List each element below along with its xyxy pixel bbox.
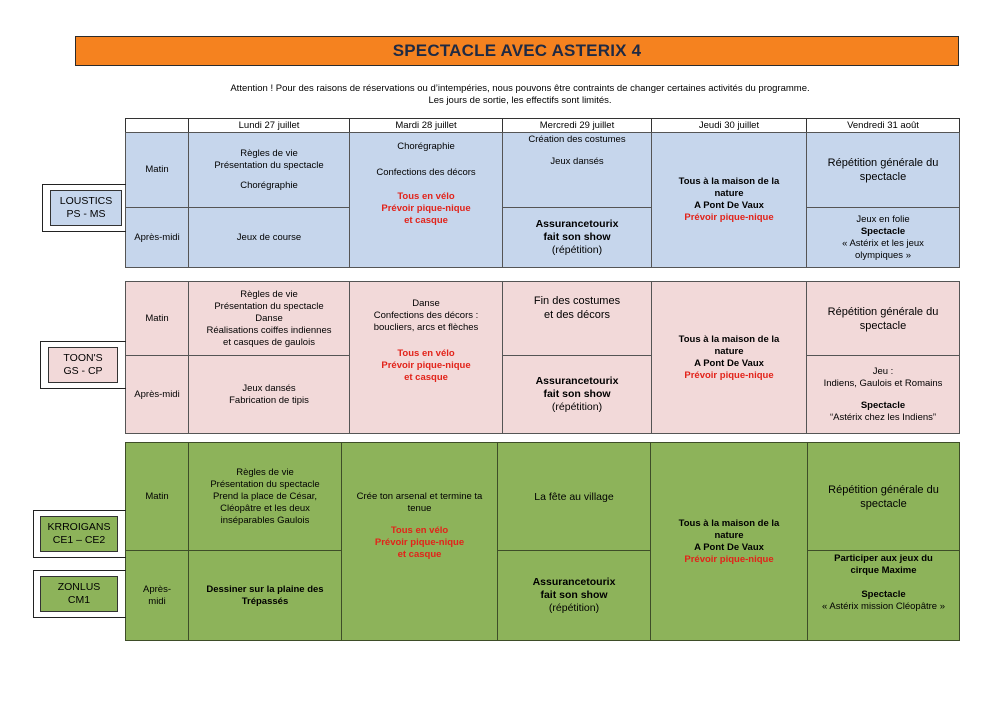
- activity: spectacle: [859, 319, 907, 332]
- cell-wed-morning: [503, 133, 652, 208]
- group-label-frame: [42, 184, 126, 232]
- activity: olympiques »: [855, 249, 911, 261]
- activity: Jeux dansés: [550, 156, 604, 167]
- notice-line-2: Les jours de sortie, les effectifs sont limités.: [428, 95, 612, 106]
- activity: Présentation du spectacle: [214, 300, 324, 312]
- activity: Répétition générale du: [827, 305, 939, 318]
- group-name: TOON'S: [63, 352, 103, 364]
- cell-tue: [342, 443, 498, 641]
- activity: Tous à la maison de la: [678, 517, 780, 529]
- bike-trip-note: Tous en vélo: [397, 191, 455, 202]
- loustics-schedule: [125, 132, 960, 268]
- group-level: CE1 – CE2: [52, 534, 106, 546]
- day-thursday: Jeudi 30 juillet: [652, 119, 807, 134]
- group-level: CM1: [67, 594, 91, 606]
- activity: nature: [714, 345, 744, 357]
- activity: Assurancetourix: [535, 218, 619, 230]
- activity: Jeux en folie: [856, 213, 910, 225]
- activity: et des décors: [543, 309, 611, 321]
- cell-tue: [350, 282, 503, 434]
- activity: boucliers, arcs et flèches: [373, 322, 479, 333]
- period-afternoon-part1: Après-: [143, 583, 171, 595]
- group-label-frame: [33, 510, 126, 558]
- activity: Indiens, Gaulois et Romains: [823, 377, 943, 389]
- activity: fait son show: [543, 388, 611, 400]
- picnic-note: Prévoir pique-nique: [381, 360, 471, 371]
- activity: Création des costumes: [528, 134, 626, 145]
- cell-fri-morning: [807, 133, 960, 208]
- activity: Présentation du spectacle: [210, 478, 320, 490]
- cell-thu: [652, 282, 807, 434]
- cell-wed-afternoon: [498, 551, 651, 641]
- activity: cirque Maxime: [850, 565, 917, 576]
- picnic-note: Prévoir pique-nique: [684, 553, 774, 565]
- period-afternoon-part2: midi: [148, 595, 166, 607]
- activity: Règles de vie: [240, 288, 298, 300]
- helmet-note: et casque: [404, 215, 448, 226]
- period-afternoon: Après-midi: [126, 356, 189, 434]
- cell-fri-afternoon: [807, 356, 960, 434]
- activity: Tous à la maison de la: [678, 176, 780, 187]
- activity: Crée ton arsenal et termine ta: [356, 491, 483, 502]
- activity: Fabrication de tipis: [229, 394, 309, 406]
- cell-fri-morning: [808, 443, 960, 551]
- activity: spectacle: [859, 171, 907, 183]
- page-title: SPECTACLE AVEC ASTERIX 4: [75, 36, 959, 66]
- activity: Prend la place de César,: [212, 490, 318, 502]
- activity: nature: [714, 188, 744, 199]
- activity: Jeux dansés: [242, 382, 296, 394]
- activity: fait son show: [540, 589, 608, 601]
- cell-mon-morning: [189, 133, 350, 208]
- activity: A Pont De Vaux: [694, 541, 764, 553]
- day-friday: Vendredi 31 août: [807, 119, 960, 134]
- cell-wed-afternoon: [503, 356, 652, 434]
- cell-fri-afternoon: [807, 208, 960, 268]
- day-monday: Lundi 27 juillet: [189, 119, 350, 134]
- cell-fri-afternoon: [808, 551, 960, 641]
- activity: (répétition): [551, 244, 603, 256]
- activity: Chorégraphie: [397, 141, 455, 152]
- activity: Tous à la maison de la: [678, 333, 780, 345]
- bike-trip-note: Tous en vélo: [390, 525, 449, 536]
- period-morning: Matin: [126, 282, 189, 356]
- activity: Assurancetourix: [532, 576, 616, 588]
- notice: [100, 83, 940, 107]
- notice-line-1: Attention ! Pour des raisons de réservations ou d’intempéries, nous pouvons être contraints de changer certaines activités du programme.: [230, 83, 810, 94]
- activity: tenue: [407, 503, 432, 514]
- cell-mon-afternoon: [189, 356, 350, 434]
- activity: Spectacle: [860, 399, 906, 411]
- activity: Réalisations coiffes indiennes: [206, 324, 332, 336]
- cell-tue: [350, 133, 503, 268]
- day-tuesday: Mardi 28 juillet: [350, 119, 503, 134]
- activity: inséparables Gaulois: [220, 514, 310, 526]
- activity: Jeu :: [872, 365, 894, 377]
- activity: Règles de vie: [236, 466, 294, 478]
- activity: Confections des décors: [376, 167, 476, 178]
- cell-mon-morning: [189, 443, 342, 551]
- cell-fri-morning: [807, 282, 960, 356]
- group-level: PS - MS: [66, 208, 106, 220]
- activity: Participer aux jeux du: [834, 553, 933, 564]
- toons-schedule: [125, 281, 960, 434]
- cell-mon-afternoon: [189, 551, 342, 641]
- activity: Présentation du spectacle: [214, 160, 324, 171]
- activity: Répétition générale du: [827, 157, 939, 169]
- cell-mon-afternoon: Jeux de course: [189, 208, 350, 268]
- activity: Cléopâtre et les deux: [220, 502, 310, 514]
- cell-wed-morning: La fête au village: [498, 443, 651, 551]
- activity: Répétition générale du: [828, 483, 939, 496]
- period-morning: Matin: [126, 443, 189, 551]
- activity: Confections des décors :: [373, 310, 479, 321]
- helmet-note: et casque: [397, 549, 442, 560]
- picnic-note: Prévoir pique-nique: [684, 369, 774, 381]
- group-name: KRROIGANS: [47, 521, 111, 533]
- activity: « Astérix mission Cléopâtre »: [821, 601, 946, 612]
- activity: A Pont De Vaux: [694, 357, 764, 369]
- krroigans-zonlus-schedule: [125, 442, 960, 641]
- group-name: LOUSTICS: [59, 195, 113, 207]
- activity: « Astérix et les jeux: [842, 237, 924, 249]
- group-label-frame: [33, 570, 126, 618]
- activity: fait son show: [543, 231, 611, 243]
- group-name: ZONLUS: [57, 581, 101, 593]
- picnic-note: Prévoir pique-nique: [374, 537, 465, 548]
- period-morning: Matin: [126, 133, 189, 208]
- cell-wed-morning: [503, 282, 652, 356]
- cell-mon-morning: [189, 282, 350, 356]
- activity: Chorégraphie: [240, 180, 298, 191]
- activity: Danse: [412, 298, 440, 309]
- picnic-note: Prévoir pique-nique: [381, 203, 471, 214]
- activity: Assurancetourix: [535, 375, 619, 387]
- cell-wed-afternoon: [503, 208, 652, 268]
- activity: Spectacle: [860, 225, 906, 237]
- day-wednesday: Mercredi 29 juillet: [503, 119, 652, 134]
- activity: et casques de gaulois: [223, 336, 315, 348]
- activity: spectacle: [860, 497, 907, 510]
- activity: “Astérix chez les Indiens”: [829, 411, 937, 423]
- activity: Trépassés: [241, 595, 289, 607]
- activity: (répétition): [548, 602, 600, 614]
- cell-thu: [651, 443, 808, 641]
- activity: Fin des costumes: [533, 295, 621, 307]
- period-afternoon: [126, 551, 189, 641]
- group-level: GS - CP: [63, 365, 103, 377]
- cell-thu: [652, 133, 807, 268]
- activity: (répétition): [551, 401, 603, 413]
- helmet-note: et casque: [404, 372, 448, 383]
- activity: Spectacle: [861, 589, 906, 600]
- activity: A Pont De Vaux: [694, 200, 764, 211]
- group-label-frame: [40, 341, 126, 389]
- activity: nature: [714, 529, 744, 541]
- picnic-note: Prévoir pique-nique: [684, 212, 774, 223]
- period-afternoon: Après-midi: [126, 208, 189, 268]
- activity: Règles de vie: [240, 148, 298, 159]
- activity: Dessiner sur la plaine des: [206, 583, 324, 595]
- activity: Danse: [255, 312, 283, 324]
- bike-trip-note: Tous en vélo: [397, 348, 455, 359]
